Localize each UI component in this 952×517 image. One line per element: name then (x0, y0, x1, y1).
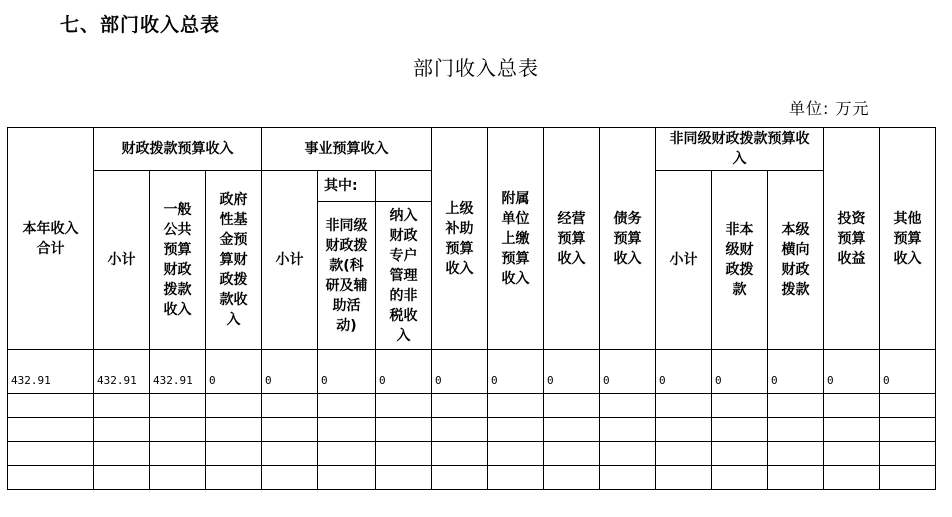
header-business-of-which: 其中: (318, 171, 376, 202)
table-row (8, 442, 936, 466)
cell (262, 394, 318, 418)
income-summary-table (7, 127, 936, 490)
cell (824, 394, 880, 418)
cell (600, 466, 656, 490)
cell (376, 442, 432, 466)
cell (880, 442, 936, 466)
cell (656, 442, 712, 466)
cell (712, 466, 768, 490)
cell (544, 442, 600, 466)
cell (488, 394, 544, 418)
cell (262, 466, 318, 490)
cell (94, 442, 150, 466)
cell (206, 466, 262, 490)
unit-label: 单位: 万元 (789, 99, 870, 118)
cell (544, 394, 600, 418)
cell (656, 394, 712, 418)
cell (150, 466, 206, 490)
cell (206, 418, 262, 442)
cell (318, 418, 376, 442)
cell: 0 (432, 350, 488, 394)
cell: 0 (488, 350, 544, 394)
cell (880, 418, 936, 442)
cell (600, 442, 656, 466)
cell (544, 418, 600, 442)
cell (488, 466, 544, 490)
cell: 432.91 (8, 350, 94, 394)
cell (656, 418, 712, 442)
cell (150, 442, 206, 466)
cell (712, 442, 768, 466)
header-fiscal-gov-fund: 政府性基金预算财政拨款收入 (206, 171, 262, 350)
table-row (8, 394, 936, 418)
header-investment: 投资预算收益 (824, 128, 880, 350)
cell (318, 394, 376, 418)
cell (94, 466, 150, 490)
cell (262, 418, 318, 442)
cell (376, 466, 432, 490)
header-business-subtotal: 小计 (262, 171, 318, 350)
table-row (8, 466, 936, 490)
cell: 0 (376, 350, 432, 394)
cell: 432.91 (94, 350, 150, 394)
header-business-special: 纳入财政专户管理的非税收入 (376, 202, 432, 350)
header-other: 其他预算收入 (880, 128, 936, 350)
cell (768, 442, 824, 466)
cell: 0 (262, 350, 318, 394)
cell (488, 418, 544, 442)
cell (824, 418, 880, 442)
header-non-peer-subtotal: 小计 (656, 171, 712, 350)
header-fiscal-general: 一般公共预算财政拨款收入 (150, 171, 206, 350)
cell: 0 (824, 350, 880, 394)
cell (206, 442, 262, 466)
cell (376, 394, 432, 418)
table-title: 部门收入总表 (413, 56, 539, 80)
cell (94, 394, 150, 418)
cell (262, 442, 318, 466)
cell (8, 394, 94, 418)
cell: 0 (600, 350, 656, 394)
header-fiscal-subtotal: 小计 (94, 171, 150, 350)
cell (8, 442, 94, 466)
header-non-peer-horizontal: 本级横向财政拨款 (768, 171, 824, 350)
cell (94, 418, 150, 442)
cell (544, 466, 600, 490)
cell: 0 (318, 350, 376, 394)
cell (488, 442, 544, 466)
header-debt: 债务预算收入 (600, 128, 656, 350)
table-row (8, 418, 936, 442)
cell (880, 394, 936, 418)
header-empty-cell (376, 171, 432, 202)
cell (376, 418, 432, 442)
header-business-group: 事业预算收入 (262, 128, 432, 171)
cell: 432.91 (150, 350, 206, 394)
cell (150, 418, 206, 442)
cell (824, 466, 880, 490)
cell (432, 466, 488, 490)
cell: 0 (544, 350, 600, 394)
cell (768, 466, 824, 490)
header-non-peer-group: 非同级财政拨款预算收入 (656, 128, 824, 171)
cell (880, 466, 936, 490)
header-non-peer-nonlocal: 非本级财政拨款 (712, 171, 768, 350)
cell: 0 (656, 350, 712, 394)
cell (150, 394, 206, 418)
header-operating: 经营预算收入 (544, 128, 600, 350)
cell (432, 418, 488, 442)
cell (656, 466, 712, 490)
cell (8, 418, 94, 442)
cell: 0 (880, 350, 936, 394)
cell (206, 394, 262, 418)
header-business-non-peer: 非同级财政拨款(科研及辅助活动) (318, 202, 376, 350)
cell (768, 418, 824, 442)
cell (712, 418, 768, 442)
header-superior-subsidy: 上级补助预算收入 (432, 128, 488, 350)
cell: 0 (206, 350, 262, 394)
cell: 0 (768, 350, 824, 394)
cell (432, 442, 488, 466)
cell (318, 442, 376, 466)
cell (432, 394, 488, 418)
header-fiscal-group: 财政拨款预算收入 (94, 128, 262, 171)
cell (600, 394, 656, 418)
header-total: 本年收入合计 (8, 128, 94, 350)
section-title: 七、部门收入总表 (60, 14, 221, 36)
cell (600, 418, 656, 442)
cell (824, 442, 880, 466)
cell (768, 394, 824, 418)
cell: 0 (712, 350, 768, 394)
cell (8, 466, 94, 490)
cell (318, 466, 376, 490)
cell (712, 394, 768, 418)
header-affiliated-turnover: 附属单位上缴预算收入 (488, 128, 544, 350)
table-row (8, 350, 936, 394)
